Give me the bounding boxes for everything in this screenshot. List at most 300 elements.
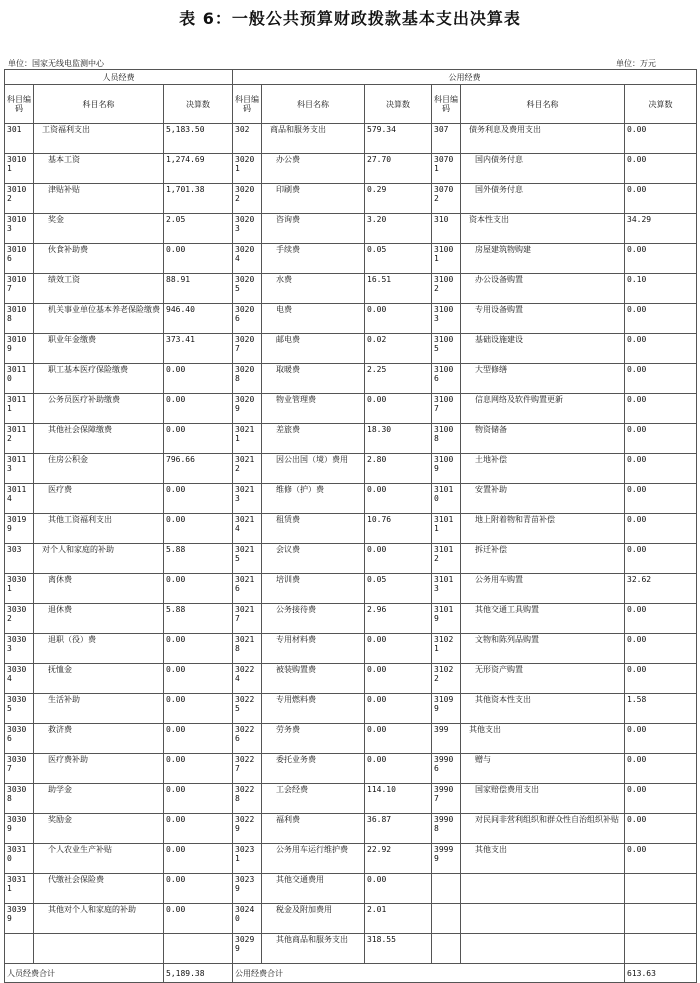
code-cell: 30224 <box>233 664 262 694</box>
amount-cell: 0.00 <box>365 634 432 664</box>
amount-cell: 0.00 <box>365 394 432 424</box>
amount-cell: 18.30 <box>365 424 432 454</box>
name-cell: 福利费 <box>262 814 365 844</box>
amount-cell: 946.40 <box>164 304 233 334</box>
name-cell: 公务用车购置 <box>461 574 625 604</box>
name-cell: 机关事业单位基本养老保险缴费 <box>34 304 164 334</box>
amount-cell: 2.25 <box>365 364 432 394</box>
name-cell: 印刷费 <box>262 184 365 214</box>
amount-cell: 0.00 <box>164 784 233 814</box>
amount-cell <box>164 934 233 964</box>
name-cell: 退休费 <box>34 604 164 634</box>
name-cell: 个人农业生产补贴 <box>34 844 164 874</box>
amount-cell: 0.00 <box>164 844 233 874</box>
table-row <box>5 634 697 664</box>
code-cell: 30106 <box>5 244 34 274</box>
code-cell: 30227 <box>233 754 262 784</box>
name-cell: 无形资产购置 <box>461 664 625 694</box>
table-row <box>5 694 697 724</box>
name-cell: 电费 <box>262 304 365 334</box>
name-cell: 救济费 <box>34 724 164 754</box>
code-cell: 31019 <box>432 604 461 634</box>
name-cell: 离休费 <box>34 574 164 604</box>
col-header-amount: 决算数 <box>164 85 233 124</box>
amount-cell: 0.00 <box>164 244 233 274</box>
code-cell: 30208 <box>233 364 262 394</box>
name-cell: 文物和陈列品购置 <box>461 634 625 664</box>
name-cell: 土地补偿 <box>461 454 625 484</box>
table-row <box>5 754 697 784</box>
name-cell: 津贴补贴 <box>34 184 164 214</box>
name-cell: 工资福利支出 <box>34 124 164 154</box>
code-cell <box>432 934 461 964</box>
name-cell <box>461 874 625 904</box>
amount-cell: 0.00 <box>625 664 697 694</box>
name-cell: 取暖费 <box>262 364 365 394</box>
code-cell: 31022 <box>432 664 461 694</box>
amount-cell: 0.00 <box>625 124 697 154</box>
code-cell: 30217 <box>233 604 262 634</box>
name-cell: 代缴社会保险费 <box>34 874 164 904</box>
amount-cell: 0.00 <box>164 424 233 454</box>
table-row <box>5 364 697 394</box>
amount-cell: 0.00 <box>164 364 233 394</box>
name-cell: 劳务费 <box>262 724 365 754</box>
table-row <box>5 244 697 274</box>
name-cell: 培训费 <box>262 574 365 604</box>
table-row <box>5 214 697 244</box>
code-cell: 30399 <box>5 904 34 934</box>
table-row <box>5 664 697 694</box>
amount-cell: 5,183.50 <box>164 124 233 154</box>
name-cell: 公务员医疗补助缴费 <box>34 394 164 424</box>
code-cell: 30309 <box>5 814 34 844</box>
name-cell: 助学金 <box>34 784 164 814</box>
code-cell: 31012 <box>432 544 461 574</box>
name-cell: 因公出国（境）费用 <box>262 454 365 484</box>
amount-cell: 0.00 <box>625 514 697 544</box>
amount-cell: 0.02 <box>365 334 432 364</box>
name-cell: 地上附着物和青苗补偿 <box>461 514 625 544</box>
name-cell: 其他资本性支出 <box>461 694 625 724</box>
amount-cell: 0.00 <box>625 424 697 454</box>
amount-cell: 0.00 <box>164 814 233 844</box>
code-cell: 30199 <box>5 514 34 544</box>
code-cell: 30111 <box>5 394 34 424</box>
name-cell: 物资储备 <box>461 424 625 454</box>
amount-cell: 0.00 <box>164 394 233 424</box>
code-cell: 302 <box>233 124 262 154</box>
amount-cell <box>625 874 697 904</box>
name-cell <box>461 904 625 934</box>
table-row <box>5 784 697 814</box>
amount-cell: 2.05 <box>164 214 233 244</box>
name-cell: 维修（护）费 <box>262 484 365 514</box>
code-cell: 30216 <box>233 574 262 604</box>
col-header-amount: 决算数 <box>625 85 697 124</box>
code-cell: 30240 <box>233 904 262 934</box>
amount-cell: 0.00 <box>365 724 432 754</box>
code-cell: 30302 <box>5 604 34 634</box>
amount-cell: 0.00 <box>164 754 233 784</box>
amount-cell: 1.58 <box>625 694 697 724</box>
amount-cell: 0.00 <box>625 544 697 574</box>
name-cell: 税金及附加费用 <box>262 904 365 934</box>
name-cell: 奖金 <box>34 214 164 244</box>
code-cell: 30299 <box>233 934 262 964</box>
code-cell: 30204 <box>233 244 262 274</box>
amount-cell <box>625 934 697 964</box>
name-cell: 其他支出 <box>461 844 625 874</box>
name-cell: 基础设施建设 <box>461 334 625 364</box>
table-row <box>5 184 697 214</box>
col-header-amount: 决算数 <box>365 85 432 124</box>
code-cell: 303 <box>5 544 34 574</box>
name-cell: 其他对个人和家庭的补助 <box>34 904 164 934</box>
personnel-total-label: 人员经费合计 <box>5 964 164 983</box>
code-cell: 30228 <box>233 784 262 814</box>
amount-cell: 0.05 <box>365 574 432 604</box>
name-cell: 资本性支出 <box>461 214 625 244</box>
table-row <box>5 454 697 484</box>
amount-cell: 0.00 <box>164 484 233 514</box>
table-row <box>5 814 697 844</box>
amount-cell: 0.00 <box>625 454 697 484</box>
name-cell: 办公设备购置 <box>461 274 625 304</box>
amount-cell: 10.76 <box>365 514 432 544</box>
table-row <box>5 424 697 454</box>
code-cell: 31013 <box>432 574 461 604</box>
name-cell: 房屋建筑物购建 <box>461 244 625 274</box>
name-cell: 工会经费 <box>262 784 365 814</box>
code-cell: 30306 <box>5 724 34 754</box>
amount-cell: 0.00 <box>164 694 233 724</box>
name-cell: 专用燃料费 <box>262 694 365 724</box>
amount-cell: 5.88 <box>164 604 233 634</box>
code-cell: 301 <box>5 124 34 154</box>
name-cell: 其他支出 <box>461 724 625 754</box>
code-cell <box>432 874 461 904</box>
amount-cell: 0.00 <box>164 574 233 604</box>
code-cell: 30305 <box>5 694 34 724</box>
code-cell: 31002 <box>432 274 461 304</box>
name-cell: 办公费 <box>262 154 365 184</box>
table-row <box>5 484 697 514</box>
code-cell: 31008 <box>432 424 461 454</box>
name-cell: 公务用车运行维护费 <box>262 844 365 874</box>
code-cell: 30109 <box>5 334 34 364</box>
code-cell: 30304 <box>5 664 34 694</box>
amount-cell: 0.05 <box>365 244 432 274</box>
page-title: 表 6：一般公共预算财政拨款基本支出决算表 <box>179 9 521 28</box>
expenditure-table <box>4 69 697 983</box>
amount-cell: 22.92 <box>365 844 432 874</box>
public-total-label: 公用经费合计 <box>233 964 625 983</box>
amount-cell: 0.00 <box>365 484 432 514</box>
code-cell: 30311 <box>5 874 34 904</box>
name-cell: 奖励金 <box>34 814 164 844</box>
amount-cell: 1,274.69 <box>164 154 233 184</box>
name-cell: 大型修缮 <box>461 364 625 394</box>
amount-cell: 0.00 <box>164 874 233 904</box>
table-row <box>5 124 697 154</box>
col-header-name: 科目名称 <box>262 85 365 124</box>
code-cell: 30102 <box>5 184 34 214</box>
name-cell: 对个人和家庭的补助 <box>34 544 164 574</box>
currency-unit-label: 单位：万元 <box>616 59 656 68</box>
name-cell: 基本工资 <box>34 154 164 184</box>
table-row <box>5 874 697 904</box>
amount-cell: 0.00 <box>365 694 432 724</box>
amount-cell: 0.00 <box>365 754 432 784</box>
name-cell: 退职（役）费 <box>34 634 164 664</box>
amount-cell: 0.29 <box>365 184 432 214</box>
name-cell: 公务接待费 <box>262 604 365 634</box>
code-cell: 39999 <box>432 844 461 874</box>
amount-cell: 0.00 <box>365 544 432 574</box>
code-cell: 31011 <box>432 514 461 544</box>
group-header-public: 公用经费 <box>233 70 697 85</box>
amount-cell: 0.10 <box>625 274 697 304</box>
code-cell: 30209 <box>233 394 262 424</box>
code-cell: 31003 <box>432 304 461 334</box>
amount-cell: 0.00 <box>625 184 697 214</box>
name-cell: 租赁费 <box>262 514 365 544</box>
amount-cell: 0.00 <box>625 604 697 634</box>
name-cell: 职业年金缴费 <box>34 334 164 364</box>
name-cell: 商品和服务支出 <box>262 124 365 154</box>
code-cell: 30214 <box>233 514 262 544</box>
code-cell: 30225 <box>233 694 262 724</box>
name-cell: 医疗费 <box>34 484 164 514</box>
code-cell: 30101 <box>5 154 34 184</box>
code-cell: 39906 <box>432 754 461 784</box>
amount-cell: 88.91 <box>164 274 233 304</box>
amount-cell: 36.87 <box>365 814 432 844</box>
table-row <box>5 274 697 304</box>
table-row <box>5 574 697 604</box>
amount-cell: 0.00 <box>625 724 697 754</box>
name-cell: 赠与 <box>461 754 625 784</box>
code-cell: 31021 <box>432 634 461 664</box>
name-cell: 其他商品和服务支出 <box>262 934 365 964</box>
table-row <box>5 724 697 754</box>
table-row <box>5 544 697 574</box>
code-cell: 31005 <box>432 334 461 364</box>
code-cell: 30307 <box>5 754 34 784</box>
table-row <box>5 394 697 424</box>
name-cell: 差旅费 <box>262 424 365 454</box>
code-cell: 31099 <box>432 694 461 724</box>
amount-cell: 16.51 <box>365 274 432 304</box>
amount-cell: 318.55 <box>365 934 432 964</box>
table-row <box>5 304 697 334</box>
name-cell: 信息网络及软件购置更新 <box>461 394 625 424</box>
code-cell: 31006 <box>432 364 461 394</box>
name-cell: 国外债务付息 <box>461 184 625 214</box>
name-cell: 其他交通工具购置 <box>461 604 625 634</box>
code-cell: 30701 <box>432 154 461 184</box>
table-row <box>5 154 697 184</box>
amount-cell: 796.66 <box>164 454 233 484</box>
name-cell: 专用材料费 <box>262 634 365 664</box>
code-cell: 39908 <box>432 814 461 844</box>
name-cell: 其他社会保障缴费 <box>34 424 164 454</box>
personnel-total-value: 5,189.38 <box>164 964 233 983</box>
code-cell: 30207 <box>233 334 262 364</box>
name-cell: 对民间非营利组织和群众性自治组织补贴 <box>461 814 625 844</box>
name-cell: 会议费 <box>262 544 365 574</box>
amount-cell: 0.00 <box>625 364 697 394</box>
code-cell: 30301 <box>5 574 34 604</box>
code-cell: 30112 <box>5 424 34 454</box>
code-cell <box>5 934 34 964</box>
name-cell: 国家赔偿费用支出 <box>461 784 625 814</box>
code-cell: 30206 <box>233 304 262 334</box>
amount-cell: 0.00 <box>164 664 233 694</box>
code-cell: 30114 <box>5 484 34 514</box>
amount-cell: 579.34 <box>365 124 432 154</box>
name-cell: 债务利息及费用支出 <box>461 124 625 154</box>
table-row <box>5 514 697 544</box>
code-cell: 30218 <box>233 634 262 664</box>
name-cell: 医疗费补助 <box>34 754 164 784</box>
code-cell: 30215 <box>233 544 262 574</box>
name-cell: 其他交通费用 <box>262 874 365 904</box>
amount-cell: 0.00 <box>625 154 697 184</box>
name-cell: 委托业务费 <box>262 754 365 784</box>
col-header-code: 科目编码 <box>432 85 461 124</box>
amount-cell: 32.62 <box>625 574 697 604</box>
amount-cell: 0.00 <box>164 514 233 544</box>
code-cell: 31001 <box>432 244 461 274</box>
table-row <box>5 604 697 634</box>
public-total-value: 613.63 <box>625 964 697 983</box>
name-cell: 职工基本医疗保险缴费 <box>34 364 164 394</box>
table-row <box>5 334 697 364</box>
code-cell: 30229 <box>233 814 262 844</box>
amount-cell: 0.00 <box>164 634 233 664</box>
table-row <box>5 934 697 964</box>
name-cell: 国内债务付息 <box>461 154 625 184</box>
amount-cell: 114.10 <box>365 784 432 814</box>
name-cell: 伙食补助费 <box>34 244 164 274</box>
amount-cell: 0.00 <box>625 334 697 364</box>
name-cell: 拆迁补偿 <box>461 544 625 574</box>
code-cell: 30201 <box>233 154 262 184</box>
code-cell: 30211 <box>233 424 262 454</box>
code-cell: 30308 <box>5 784 34 814</box>
col-header-name: 科目名称 <box>461 85 625 124</box>
name-cell: 抚恤金 <box>34 664 164 694</box>
amount-cell: 1,701.38 <box>164 184 233 214</box>
amount-cell: 0.00 <box>625 304 697 334</box>
amount-cell: 2.01 <box>365 904 432 934</box>
amount-cell: 0.00 <box>164 904 233 934</box>
code-cell <box>432 904 461 934</box>
name-cell: 专用设备购置 <box>461 304 625 334</box>
col-header-code: 科目编码 <box>5 85 34 124</box>
amount-cell: 0.00 <box>625 634 697 664</box>
amount-cell: 27.70 <box>365 154 432 184</box>
amount-cell: 0.00 <box>625 394 697 424</box>
name-cell: 邮电费 <box>262 334 365 364</box>
unit-label: 单位：国家无线电监测中心 <box>8 59 104 68</box>
code-cell: 39907 <box>432 784 461 814</box>
amount-cell: 0.00 <box>625 784 697 814</box>
group-header-personnel: 人员经费 <box>5 70 233 85</box>
name-cell: 绩效工资 <box>34 274 164 304</box>
code-cell: 30310 <box>5 844 34 874</box>
amount-cell: 0.00 <box>365 874 432 904</box>
amount-cell: 0.00 <box>625 484 697 514</box>
code-cell: 30113 <box>5 454 34 484</box>
code-cell: 31007 <box>432 394 461 424</box>
table-row <box>5 844 697 874</box>
name-cell: 生活补助 <box>34 694 164 724</box>
name-cell: 其他工资福利支出 <box>34 514 164 544</box>
name-cell: 住房公积金 <box>34 454 164 484</box>
amount-cell: 2.96 <box>365 604 432 634</box>
col-header-code: 科目编码 <box>233 85 262 124</box>
amount-cell: 0.00 <box>625 244 697 274</box>
amount-cell: 2.80 <box>365 454 432 484</box>
name-cell: 手续费 <box>262 244 365 274</box>
table-row <box>5 904 697 934</box>
amount-cell: 0.00 <box>365 664 432 694</box>
code-cell: 30103 <box>5 214 34 244</box>
code-cell: 30203 <box>233 214 262 244</box>
amount-cell: 0.00 <box>164 724 233 754</box>
code-cell: 30226 <box>233 724 262 754</box>
col-header-name: 科目名称 <box>34 85 164 124</box>
code-cell: 30202 <box>233 184 262 214</box>
code-cell: 310 <box>432 214 461 244</box>
code-cell: 307 <box>432 124 461 154</box>
code-cell: 30110 <box>5 364 34 394</box>
name-cell: 咨询费 <box>262 214 365 244</box>
amount-cell: 373.41 <box>164 334 233 364</box>
name-cell: 物业管理费 <box>262 394 365 424</box>
code-cell: 31010 <box>432 484 461 514</box>
amount-cell: 0.00 <box>625 754 697 784</box>
code-cell: 30108 <box>5 304 34 334</box>
amount-cell: 5.88 <box>164 544 233 574</box>
amount-cell: 0.00 <box>365 304 432 334</box>
table-body <box>5 124 697 964</box>
code-cell: 30212 <box>233 454 262 484</box>
name-cell: 被装购置费 <box>262 664 365 694</box>
amount-cell: 0.00 <box>625 814 697 844</box>
amount-cell <box>625 904 697 934</box>
code-cell: 30205 <box>233 274 262 304</box>
code-cell: 30231 <box>233 844 262 874</box>
name-cell: 安置补助 <box>461 484 625 514</box>
code-cell: 30239 <box>233 874 262 904</box>
name-cell <box>461 934 625 964</box>
code-cell: 30702 <box>432 184 461 214</box>
code-cell: 31009 <box>432 454 461 484</box>
amount-cell: 0.00 <box>625 844 697 874</box>
code-cell: 30107 <box>5 274 34 304</box>
amount-cell: 3.20 <box>365 214 432 244</box>
code-cell: 30213 <box>233 484 262 514</box>
name-cell <box>34 934 164 964</box>
amount-cell: 34.29 <box>625 214 697 244</box>
code-cell: 30303 <box>5 634 34 664</box>
name-cell: 水费 <box>262 274 365 304</box>
code-cell: 399 <box>432 724 461 754</box>
